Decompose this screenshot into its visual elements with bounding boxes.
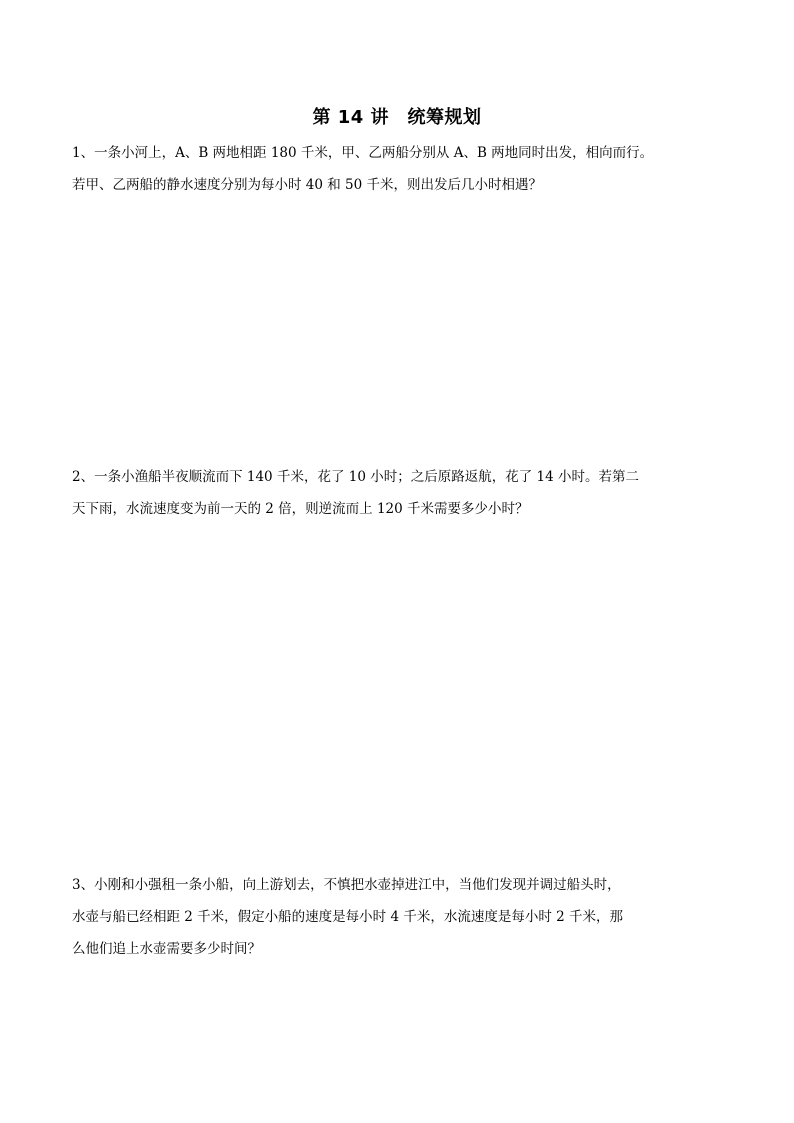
question-3-line-3: 么他们追上水壶需要多少时间？ (72, 941, 261, 957)
question-2-line-2: 天下雨，水流速度变为前一天的 2 倍，则逆流而上 120 千米需要多少小时？ (72, 501, 529, 517)
question-1-line-1: 1、一条小河上，A、B 两地相距 180 千米，甲、乙两船分别从 A、B 两地同时出发，相向而行。 (72, 145, 654, 161)
question-2-line-1: 2、一条小渔船半夜顺流而下 140 千米，花了 10 小时；之后原路返航，花了 14 小时。若第二 (72, 469, 639, 485)
page-title: 第 14 讲 统筹规划 (312, 107, 482, 128)
question-2 (72, 461, 748, 525)
question-1 (72, 137, 748, 201)
question-3 (72, 869, 748, 965)
question-1-line-2: 若甲、乙两船的静水速度分别为每小时 40 和 50 千米，则出发后几小时相遇？ (72, 177, 543, 193)
question-3-line-1: 3、小刚和小强租一条小船，向上游划去，不慎把水壶掉进江中，当他们发现并调过船头时， (72, 877, 621, 893)
question-3-line-2: 水壶与船已经相距 2 千米，假定小船的速度是每小时 4 千米，水流速度是每小时 2 千米，那 (72, 909, 624, 925)
